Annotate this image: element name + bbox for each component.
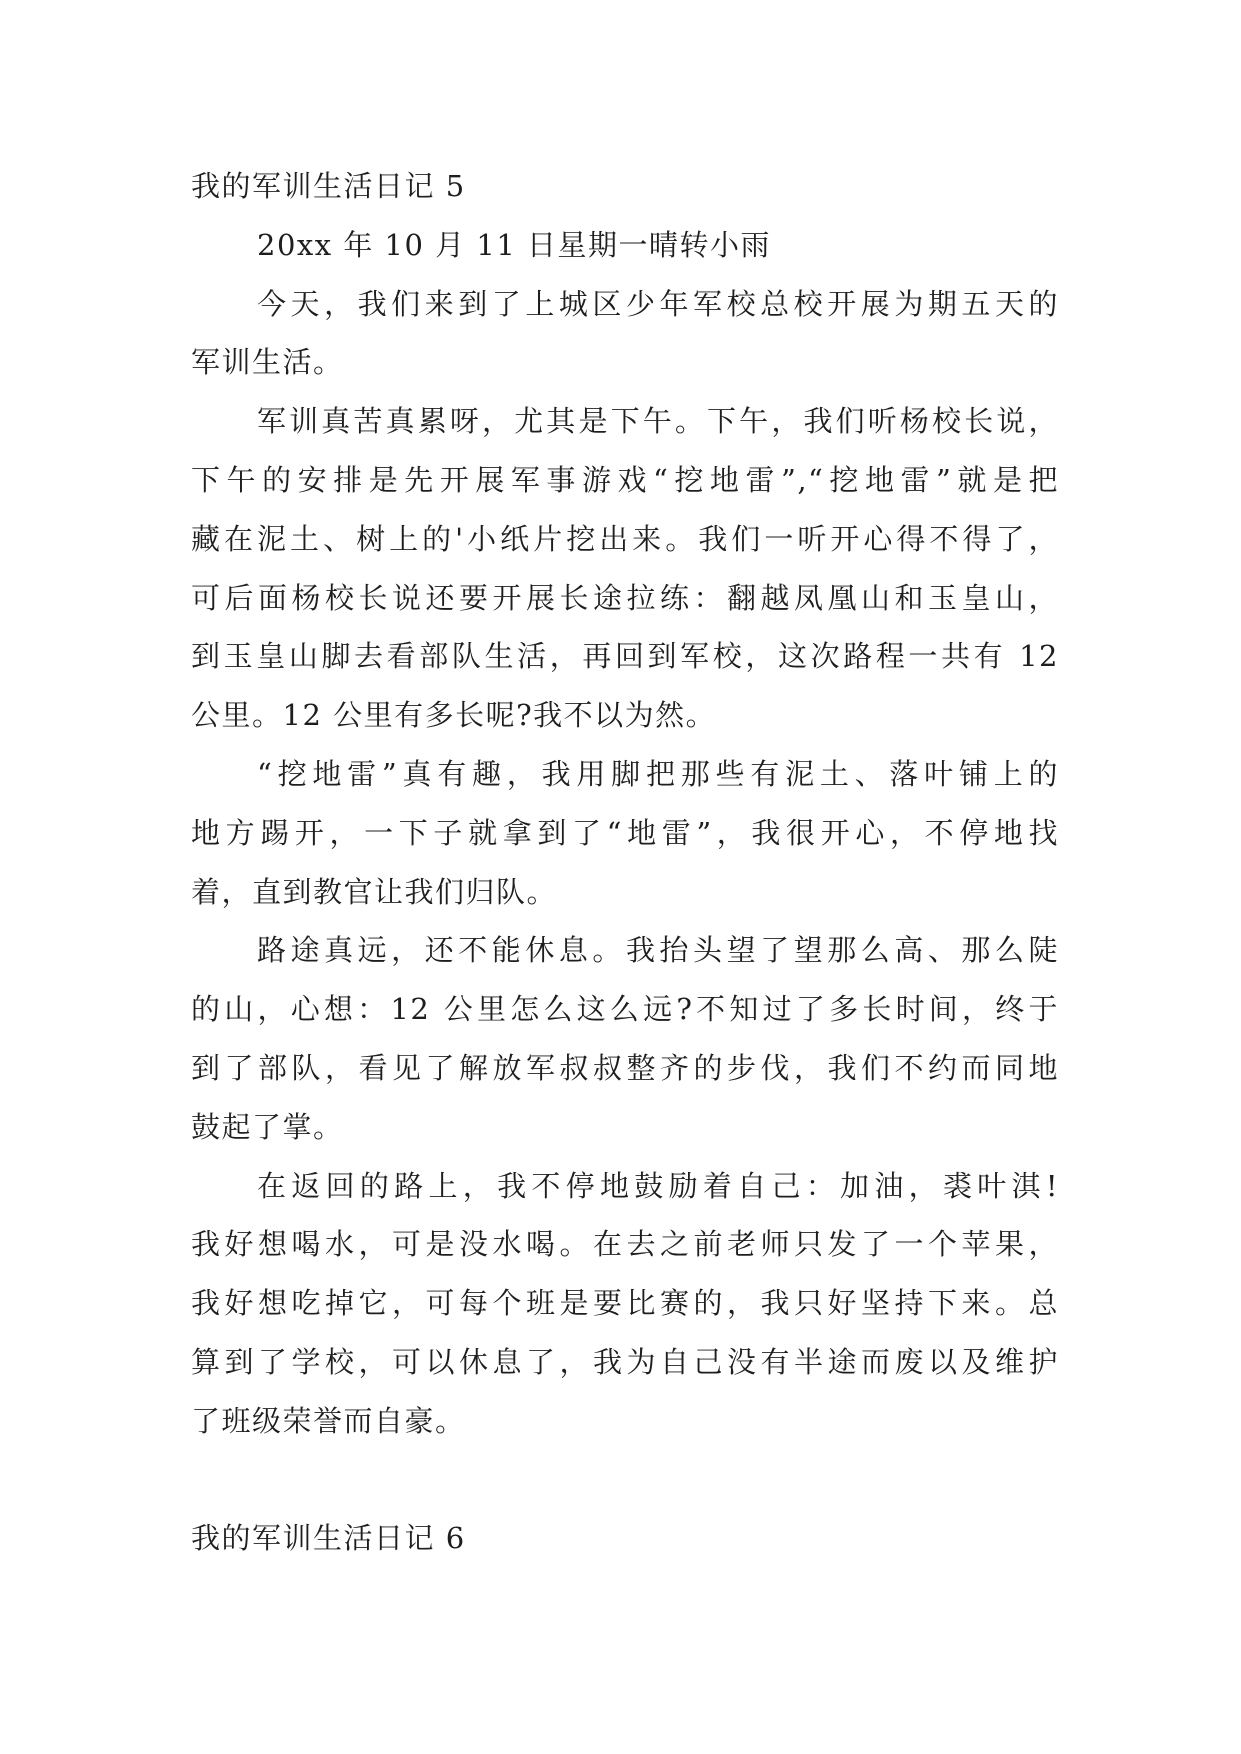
- paragraph-line: 军训生活。: [191, 345, 344, 380]
- date-line: 20xx 年 10 月 11 日星期一晴转小雨: [257, 227, 772, 262]
- paragraph-line: 到玉皇山脚去看部队生活，再回到军校，这次路程一共有 12: [191, 639, 1059, 674]
- paragraph-line: 可后面杨校长说还要开展长途拉练：翻越凤凰山和玉皇山，: [191, 580, 1059, 615]
- paragraph-line: 藏在泥土、树上的'小纸片挖出来。我们一听开心得不得了，: [191, 521, 1059, 556]
- paragraph-line: 地方踢开，一下子就拿到了“地雷”，我很开心，不停地找: [191, 815, 1059, 850]
- paragraph-line: 公里。12 公里有多长呢?我不以为然。: [191, 698, 717, 733]
- paragraph: [191, 745, 1059, 921]
- paragraph: [191, 392, 1059, 745]
- paragraph-line: 下午的安排是先开展军事游戏“挖地雷”,“挖地雷”就是把: [191, 462, 1059, 497]
- paragraph-line: 到了部队，看见了解放军叔叔整齐的步伐，我们不约而同地: [191, 1050, 1059, 1085]
- paragraph-line: 算到了学校，可以休息了，我为自己没有半途而废以及维护: [191, 1344, 1059, 1379]
- paragraph-line: 鼓起了掌。: [191, 1109, 344, 1144]
- paragraph-line: 的山，心想：12 公里怎么这么远?不知过了多长时间，终于: [191, 992, 1059, 1027]
- paragraph-line: 着，直到教官让我们归队。: [191, 874, 558, 909]
- paragraph-line: 我好想吃掉它，可每个班是要比赛的，我只好坚持下来。总: [191, 1286, 1059, 1321]
- paragraph: [191, 275, 1059, 393]
- paragraph-line: 军训真苦真累呀，尤其是下午。下午，我们听杨校长说，: [257, 404, 1059, 439]
- section-title: 我的军训生活日记 6: [191, 1521, 466, 1556]
- paragraph-line: 我好想喝水，可是没水喝。在去之前老师只发了一个苹果，: [191, 1227, 1059, 1262]
- paragraph: [191, 921, 1059, 1156]
- paragraph: [191, 1157, 1059, 1451]
- paragraph-line: 在返回的路上，我不停地鼓励着自己：加油，裘叶淇!: [257, 1168, 1059, 1203]
- document-body: [191, 157, 1059, 1568]
- blank-line: [191, 1451, 1059, 1510]
- paragraph-line: 今天，我们来到了上城区少年军校总校开展为期五天的: [257, 286, 1059, 321]
- section-title: 我的军训生活日记 5: [191, 169, 466, 203]
- paragraph-line: “挖地雷”真有趣，我用脚把那些有泥土、落叶铺上的: [257, 756, 1059, 791]
- paragraph-line: 了班级荣誉而自豪。: [191, 1403, 466, 1438]
- paragraph-line: 路途真远，还不能休息。我抬头望了望那么高、那么陡: [257, 933, 1059, 968]
